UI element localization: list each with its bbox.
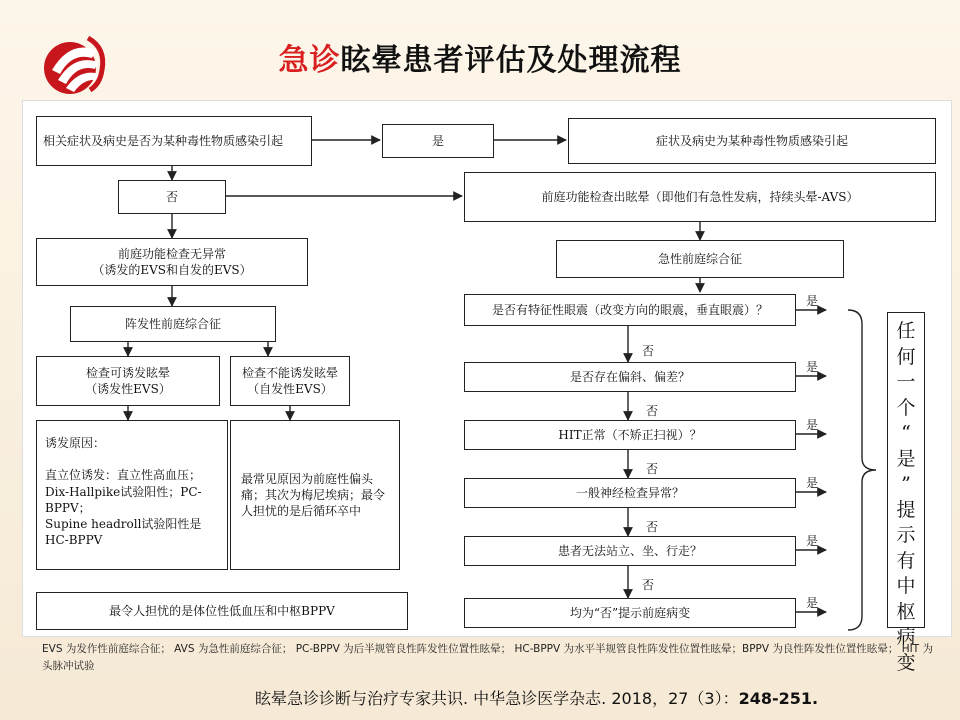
- node-avs: 急性前庭综合征: [556, 240, 844, 278]
- node-worry: 最令人担忧的是体位性低血压和中枢BPPV: [36, 592, 408, 630]
- vertical-char: 何: [896, 345, 916, 368]
- no-label-q3: 否: [646, 462, 659, 476]
- node-spontaneous-causes: 最常见原因为前庭性偏头痛；其次为梅尼埃病；最令人担忧的是后循环卒中: [230, 420, 400, 570]
- question-nystagmus: 是否有特征性眼震（改变方向的眼震，垂直眼震）？: [464, 294, 796, 326]
- question-skew: 是否存在偏斜、偏差？: [464, 362, 796, 392]
- yes-label-q2: 是: [806, 360, 819, 374]
- vertical-char: ”: [901, 473, 911, 495]
- node-toxic-cause: 症状及病史为某种毒性物质感染引起: [568, 118, 936, 164]
- vertical-char: 变: [896, 651, 916, 674]
- citation-text: 眩晕急诊诊断与治疗专家共识. 中华急诊医学杂志. 2018，27（3）：: [255, 689, 739, 708]
- question-neuro: 一般神经检查异常？: [464, 478, 796, 508]
- title-rest: 眩晕患者评估及处理流程: [340, 43, 682, 78]
- yes-label-q5: 是: [806, 534, 819, 548]
- citation: [255, 686, 818, 709]
- central-lesion-note: [887, 312, 925, 674]
- yes-label-q1: 是: [806, 294, 819, 308]
- node-triggered-causes: 诱发原因： 直立位诱发：直立性高血压；Dix-Hallpike试验阳性；PC-BPPV； Supine headroll试验阳性是HC-BPPV: [36, 420, 228, 570]
- no-label-q1: 否: [642, 344, 655, 358]
- vertical-char: 任: [896, 320, 916, 342]
- node-avs-trigger: 前庭功能检查出眩晕（即他们有急性发病，持续头晕-AVS）: [464, 172, 936, 222]
- abbreviation-footnote: EVS 为发作性前庭综合征； AVS 为急性前庭综合征； PC-BPPV 为后半规管良性阵发性位置性眩晕； HC-BPPV 为水平半规管良性阵发性位置性眩晕；BPPV 为良性阵发性位置性眩晕； HIT 为头脉冲试验: [42, 643, 933, 672]
- vertical-char: 是: [896, 447, 916, 470]
- vertical-char: 个: [896, 396, 916, 419]
- vertical-char: 有: [896, 549, 916, 572]
- node-all-no: 均为“否”提示前庭病变: [464, 598, 796, 628]
- yes-label-q6: 是: [806, 596, 819, 610]
- no-label-q2: 否: [646, 404, 659, 418]
- vertical-char: 提: [896, 498, 916, 521]
- vertical-char: 病: [896, 626, 916, 648]
- vertical-char: 中: [896, 575, 916, 597]
- question-stand: 患者无法站立、坐、行走？: [464, 536, 796, 566]
- no-label-q4: 否: [646, 520, 659, 534]
- citation-pages: 248-251.: [738, 689, 819, 708]
- node-vestibular-normal: 前庭功能检查无异常 （诱发的EVS和自发的EVS）: [36, 238, 308, 286]
- yes-label-q4: 是: [806, 476, 819, 490]
- vertical-char: “: [901, 422, 911, 444]
- node-episodic: 阵发性前庭综合征: [70, 306, 276, 342]
- vertical-char: 一: [896, 371, 916, 393]
- node-toxic-question: 相关症状及病史是否为某种毒性物质感染引起: [36, 116, 312, 166]
- node-yes: 是: [382, 124, 494, 158]
- no-label-q5: 否: [642, 578, 655, 592]
- node-triggered: 检查可诱发眩晕 （诱发性EVS）: [36, 356, 220, 406]
- node-no: 否: [118, 180, 226, 214]
- right-brace: [848, 310, 876, 630]
- vertical-char: 枢: [896, 600, 916, 623]
- node-spontaneous: 检查不能诱发眩晕 （自发性EVS）: [230, 356, 350, 406]
- title-highlight: 急诊: [278, 43, 341, 78]
- vertical-char: 示: [896, 524, 916, 546]
- yes-label-q3: 是: [806, 418, 819, 432]
- question-hit: HIT正常（不矫正扫视）？: [464, 420, 796, 450]
